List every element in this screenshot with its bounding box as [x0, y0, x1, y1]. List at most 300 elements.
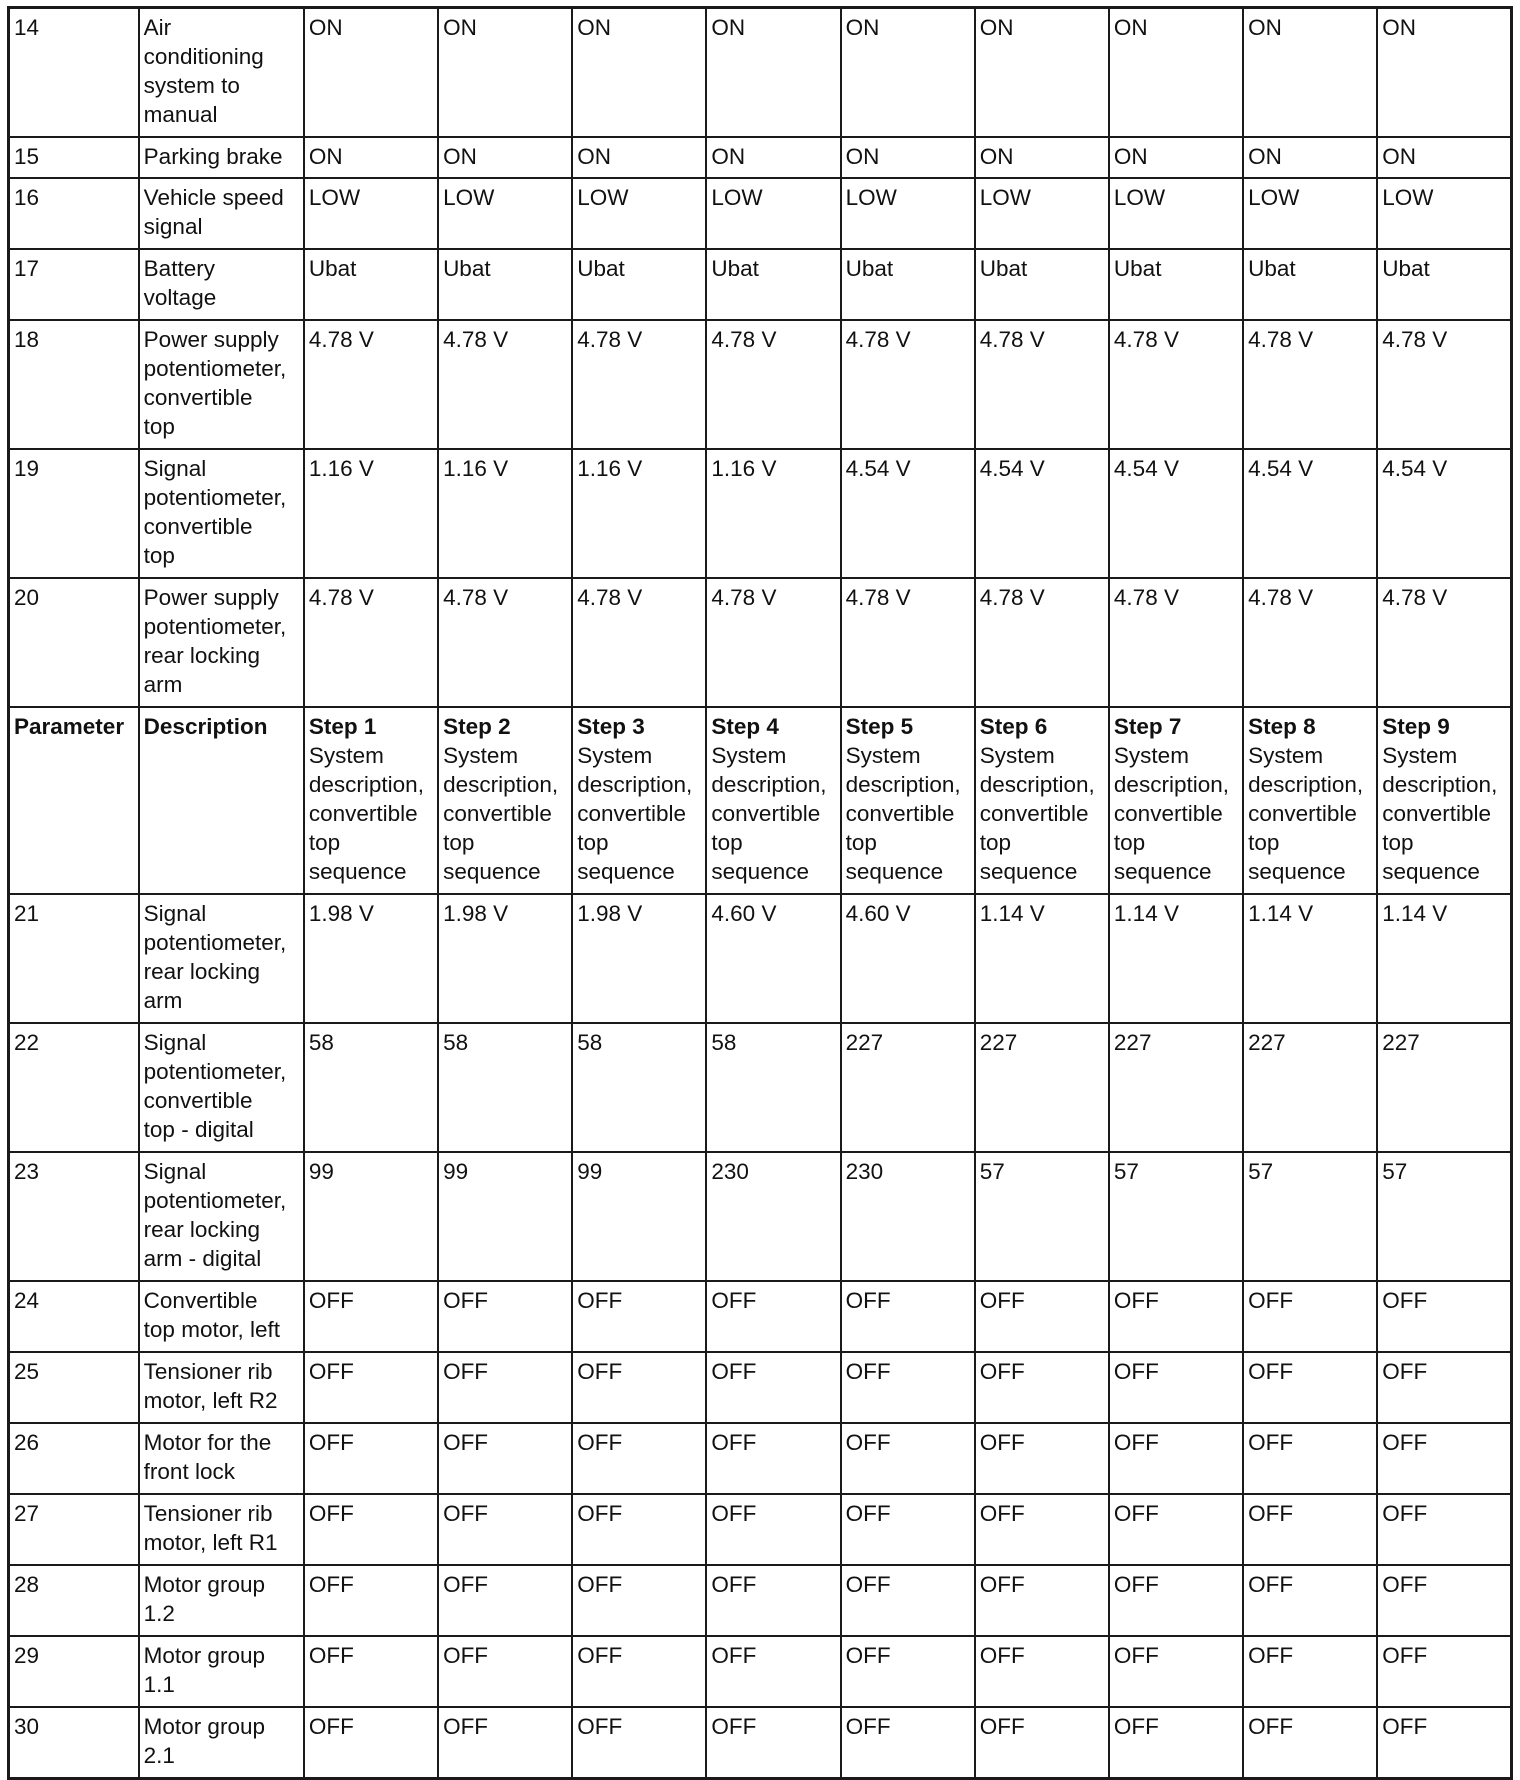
step-value-cell: OFF — [975, 1423, 1109, 1494]
description-cell — [139, 1707, 304, 1779]
description-cell — [139, 1281, 304, 1352]
step-value-cell: 1.14 V — [1243, 894, 1377, 1023]
step-value-cell: 1.98 V — [304, 894, 438, 1023]
step-value-cell: OFF — [706, 1636, 840, 1707]
header-step-subtitle-line: System — [443, 743, 519, 768]
step-value-cell: 4.78 V — [706, 578, 840, 707]
description-cell — [139, 137, 304, 178]
step-value-cell: ON — [706, 8, 840, 138]
step-value-cell: 58 — [438, 1023, 572, 1152]
step-value-cell: OFF — [975, 1565, 1109, 1636]
table-row — [9, 1152, 1512, 1281]
parameter-cell: 17 — [9, 249, 139, 320]
step-value-cell: 99 — [304, 1152, 438, 1281]
step-value-cell: ON — [975, 8, 1109, 138]
header-step-title: Step 2 — [443, 714, 511, 739]
description-line: arm - digital — [143, 1246, 262, 1271]
parameter-cell: 27 — [9, 1494, 139, 1565]
step-value-cell: 4.78 V — [1243, 578, 1377, 707]
description-line: potentiometer, — [143, 1188, 287, 1213]
description-line: Vehicle speed — [143, 185, 284, 210]
header-step-subtitle-line: description, — [577, 772, 693, 797]
description-cell — [139, 1152, 304, 1281]
table-body-top — [9, 8, 1512, 708]
step-value-cell: 4.54 V — [1243, 449, 1377, 578]
header-step-subtitle-line: sequence — [308, 859, 407, 884]
description-line: convertible — [143, 385, 253, 410]
description-cell — [139, 1352, 304, 1423]
step-value-cell: OFF — [1109, 1352, 1243, 1423]
table-body-bottom — [9, 894, 1512, 1779]
step-value-cell: ON — [1109, 137, 1243, 178]
description-cell — [139, 1423, 304, 1494]
step-value-cell: 4.54 V — [841, 449, 975, 578]
table-row — [9, 249, 1512, 320]
header-step-subtitle-line: convertible — [845, 801, 955, 826]
header-step-subtitle-line: top — [577, 830, 609, 855]
step-value-cell: 57 — [975, 1152, 1109, 1281]
header-step-subtitle-line: convertible — [443, 801, 552, 826]
step-value-cell: OFF — [975, 1494, 1109, 1565]
step-value-cell: LOW — [304, 178, 438, 249]
step-value-cell: Ubat — [1377, 249, 1511, 320]
description-line: conditioning — [143, 44, 264, 69]
header-step-title: Step 9 — [1382, 714, 1450, 739]
step-value-cell: OFF — [304, 1565, 438, 1636]
description-line: top — [143, 414, 175, 439]
step-value-cell: 4.78 V — [975, 578, 1109, 707]
parameter-cell: 29 — [9, 1636, 139, 1707]
step-value-cell: 230 — [841, 1152, 975, 1281]
step-value-cell: OFF — [841, 1636, 975, 1707]
step-value-cell: 58 — [572, 1023, 706, 1152]
step-value-cell: 4.78 V — [706, 320, 840, 449]
description-line: voltage — [143, 285, 217, 310]
step-value-cell: ON — [1109, 8, 1243, 138]
parameter-cell: 15 — [9, 137, 139, 178]
step-value-cell: 4.78 V — [1377, 578, 1511, 707]
step-value-cell: OFF — [706, 1352, 840, 1423]
step-value-cell: 227 — [975, 1023, 1109, 1152]
step-value-cell: OFF — [572, 1636, 706, 1707]
step-value-cell: OFF — [841, 1707, 975, 1779]
step-value-cell: OFF — [841, 1352, 975, 1423]
table-row — [9, 1281, 1512, 1352]
step-value-cell: OFF — [975, 1281, 1109, 1352]
header-step-subtitle-line: top — [1113, 830, 1146, 855]
step-value-cell: 227 — [1243, 1023, 1377, 1152]
step-value-cell: 4.60 V — [841, 894, 975, 1023]
header-step-subtitle-line: top — [1382, 830, 1414, 855]
description-line: Motor group — [143, 1572, 265, 1597]
header-step-title: Step 6 — [979, 714, 1048, 739]
parameter-cell: 18 — [9, 320, 139, 449]
description-line: top - digital — [143, 1117, 254, 1142]
header-step-subtitle-line: System — [1113, 743, 1189, 768]
header-step-cell — [841, 707, 975, 894]
description-cell — [139, 1565, 304, 1636]
step-value-cell: 4.60 V — [706, 894, 840, 1023]
step-value-cell: 57 — [1109, 1152, 1243, 1281]
header-step-subtitle-line: sequence — [845, 859, 944, 884]
step-value-cell: 4.78 V — [975, 320, 1109, 449]
description-line: front lock — [143, 1459, 235, 1484]
description-line: convertible — [143, 1088, 253, 1113]
parameter-cell: 28 — [9, 1565, 139, 1636]
step-value-cell: 4.78 V — [1243, 320, 1377, 449]
header-step-subtitle-line: description, — [979, 772, 1095, 797]
step-value-cell: OFF — [1109, 1565, 1243, 1636]
step-value-cell: 4.78 V — [438, 578, 572, 707]
step-value-cell: 4.54 V — [1377, 449, 1511, 578]
header-step-subtitle-line: top — [979, 830, 1012, 855]
description-line: signal — [143, 214, 203, 239]
step-value-cell: OFF — [841, 1565, 975, 1636]
header-step-subtitle-line: sequence — [577, 859, 675, 884]
step-value-cell: OFF — [1243, 1281, 1377, 1352]
description-line: Motor group — [143, 1714, 265, 1739]
header-step-subtitle-line: description, — [1382, 772, 1498, 797]
step-value-cell: 99 — [438, 1152, 572, 1281]
step-value-cell: OFF — [572, 1707, 706, 1779]
description-line: 2.1 — [143, 1743, 175, 1768]
step-value-cell: OFF — [304, 1494, 438, 1565]
step-value-cell: LOW — [572, 178, 706, 249]
description-line: Convertible — [143, 1288, 258, 1313]
header-step-subtitle-line: convertible — [577, 801, 687, 826]
description-line: Signal — [143, 1030, 207, 1055]
step-value-cell: 227 — [1377, 1023, 1511, 1152]
step-value-cell: OFF — [706, 1281, 840, 1352]
description-line: top — [143, 543, 175, 568]
header-step-subtitle-line: System — [1248, 743, 1324, 768]
step-value-cell: OFF — [438, 1281, 572, 1352]
step-value-cell: OFF — [706, 1707, 840, 1779]
step-value-cell: OFF — [1377, 1423, 1511, 1494]
step-value-cell: OFF — [438, 1352, 572, 1423]
header-row — [9, 707, 1512, 894]
step-value-cell: OFF — [1377, 1636, 1511, 1707]
step-value-cell: OFF — [572, 1352, 706, 1423]
parameter-cell: 23 — [9, 1152, 139, 1281]
step-value-cell: 1.16 V — [572, 449, 706, 578]
header-step-title: Step 4 — [711, 714, 779, 739]
header-step-title: Step 8 — [1248, 714, 1316, 739]
step-value-cell: OFF — [975, 1636, 1109, 1707]
document-page — [7, 6, 1513, 1780]
description-line: Power supply — [143, 327, 279, 352]
description-line: motor, left R2 — [143, 1388, 278, 1413]
header-step-subtitle-line: System — [711, 743, 787, 768]
step-value-cell: OFF — [706, 1565, 840, 1636]
step-value-cell: LOW — [1109, 178, 1243, 249]
step-value-cell: ON — [304, 8, 438, 138]
step-value-cell: 227 — [841, 1023, 975, 1152]
header-step-subtitle-line: top — [711, 830, 743, 855]
table-row — [9, 1352, 1512, 1423]
description-line: system to — [143, 73, 240, 98]
step-value-cell: ON — [841, 137, 975, 178]
table-row — [9, 1636, 1512, 1707]
step-value-cell: OFF — [304, 1281, 438, 1352]
header-step-subtitle-line: sequence — [1113, 859, 1212, 884]
step-value-cell: Ubat — [1243, 249, 1377, 320]
table-row — [9, 178, 1512, 249]
header-step-subtitle-line: description, — [443, 772, 559, 797]
step-value-cell: 1.14 V — [1377, 894, 1511, 1023]
table-row — [9, 1023, 1512, 1152]
description-line: potentiometer, — [143, 1059, 287, 1084]
parameter-cell: 24 — [9, 1281, 139, 1352]
step-value-cell: 4.78 V — [304, 578, 438, 707]
step-value-cell: 4.78 V — [1377, 320, 1511, 449]
step-value-cell: Ubat — [706, 249, 840, 320]
step-value-cell: Ubat — [438, 249, 572, 320]
header-step-subtitle-line: System — [845, 743, 921, 768]
step-value-cell: OFF — [1377, 1281, 1511, 1352]
description-line: Signal — [143, 901, 207, 926]
parameter-cell: 14 — [9, 8, 139, 138]
table-row — [9, 1565, 1512, 1636]
step-value-cell: OFF — [304, 1423, 438, 1494]
parameter-cell: 16 — [9, 178, 139, 249]
step-value-cell: OFF — [1243, 1636, 1377, 1707]
header-step-subtitle-line: sequence — [1248, 859, 1346, 884]
step-value-cell: OFF — [1109, 1636, 1243, 1707]
description-line: potentiometer, — [143, 930, 287, 955]
step-value-cell: Ubat — [841, 249, 975, 320]
step-value-cell: OFF — [304, 1636, 438, 1707]
step-value-cell: OFF — [1109, 1281, 1243, 1352]
step-value-cell: OFF — [1377, 1352, 1511, 1423]
step-value-cell: 4.54 V — [1109, 449, 1243, 578]
header-step-subtitle-line: convertible — [308, 801, 418, 826]
header-step-cell — [1109, 707, 1243, 894]
step-value-cell: ON — [438, 8, 572, 138]
step-value-cell: 58 — [706, 1023, 840, 1152]
table-row — [9, 320, 1512, 449]
parameter-cell: 20 — [9, 578, 139, 707]
step-value-cell: ON — [706, 137, 840, 178]
step-value-cell: ON — [1377, 137, 1511, 178]
step-value-cell: LOW — [841, 178, 975, 249]
step-value-cell: OFF — [1243, 1707, 1377, 1779]
header-step-subtitle-line: top — [308, 830, 341, 855]
description-line: Motor group — [143, 1643, 265, 1668]
description-cell — [139, 8, 304, 138]
step-value-cell: Ubat — [1109, 249, 1243, 320]
step-value-cell: OFF — [1109, 1423, 1243, 1494]
description-cell — [139, 894, 304, 1023]
header-step-subtitle-line: convertible — [1248, 801, 1357, 826]
step-value-cell: OFF — [975, 1707, 1109, 1779]
step-value-cell: OFF — [438, 1707, 572, 1779]
step-value-cell: OFF — [706, 1423, 840, 1494]
step-value-cell: 1.16 V — [438, 449, 572, 578]
description-cell — [139, 178, 304, 249]
table-row — [9, 1494, 1512, 1565]
table-row — [9, 449, 1512, 578]
description-line: 1.2 — [143, 1601, 175, 1626]
step-value-cell: 227 — [1109, 1023, 1243, 1152]
parameter-cell: 22 — [9, 1023, 139, 1152]
step-value-cell: 1.14 V — [1109, 894, 1243, 1023]
step-value-cell: OFF — [1109, 1707, 1243, 1779]
header-description: Description — [139, 707, 304, 894]
step-value-cell: 99 — [572, 1152, 706, 1281]
parameter-cell: 25 — [9, 1352, 139, 1423]
description-line: manual — [143, 102, 218, 127]
description-line: Signal — [143, 1159, 207, 1184]
step-value-cell: OFF — [975, 1352, 1109, 1423]
header-step-subtitle-line: convertible — [979, 801, 1089, 826]
step-value-cell: OFF — [438, 1636, 572, 1707]
description-cell — [139, 320, 304, 449]
step-value-cell: ON — [572, 137, 706, 178]
step-value-cell: OFF — [1377, 1707, 1511, 1779]
header-step-subtitle-line: description, — [308, 772, 424, 797]
table-row — [9, 137, 1512, 178]
step-value-cell: OFF — [706, 1494, 840, 1565]
header-step-subtitle-line: convertible — [1382, 801, 1492, 826]
header-step-subtitle-line: description, — [845, 772, 961, 797]
step-value-cell: 57 — [1243, 1152, 1377, 1281]
step-value-cell: 230 — [706, 1152, 840, 1281]
step-value-cell: LOW — [438, 178, 572, 249]
step-value-cell: Ubat — [572, 249, 706, 320]
header-step-cell — [975, 707, 1109, 894]
step-value-cell: OFF — [438, 1565, 572, 1636]
header-step-subtitle-line: description, — [1113, 772, 1229, 797]
header-step-subtitle-line: sequence — [979, 859, 1078, 884]
description-line: rear locking — [143, 1217, 260, 1242]
step-value-cell: 58 — [304, 1023, 438, 1152]
step-value-cell: 1.14 V — [975, 894, 1109, 1023]
description-cell — [139, 578, 304, 707]
step-value-cell: OFF — [841, 1494, 975, 1565]
header-step-subtitle-line: top — [845, 830, 877, 855]
description-line: arm — [143, 672, 183, 697]
step-value-cell: ON — [841, 8, 975, 138]
step-value-cell: 1.98 V — [438, 894, 572, 1023]
step-value-cell: OFF — [1377, 1494, 1511, 1565]
step-value-cell: OFF — [572, 1423, 706, 1494]
header-step-cell — [438, 707, 572, 894]
step-value-cell: ON — [572, 8, 706, 138]
header-step-subtitle-line: top — [443, 830, 475, 855]
header-step-subtitle-line: System — [577, 743, 653, 768]
header-step-title: Step 5 — [845, 714, 914, 739]
step-value-cell: LOW — [1243, 178, 1377, 249]
header-step-subtitle-line: System — [308, 743, 384, 768]
description-line: top motor, left — [143, 1317, 280, 1342]
header-parameter: Parameter — [9, 707, 139, 894]
description-line: rear locking — [143, 959, 260, 984]
description-cell — [139, 1636, 304, 1707]
table-row — [9, 1423, 1512, 1494]
description-line: arm — [143, 988, 183, 1013]
parameter-cell: 21 — [9, 894, 139, 1023]
step-value-cell: ON — [1377, 8, 1511, 138]
header-step-cell — [304, 707, 438, 894]
step-value-cell: 4.78 V — [304, 320, 438, 449]
header-step-cell — [1243, 707, 1377, 894]
step-value-cell: ON — [975, 137, 1109, 178]
description-cell — [139, 1023, 304, 1152]
step-value-cell: OFF — [1243, 1352, 1377, 1423]
table-row — [9, 8, 1512, 138]
description-cell — [139, 249, 304, 320]
step-value-cell: 4.78 V — [572, 320, 706, 449]
header-step-cell — [706, 707, 840, 894]
step-value-cell: OFF — [572, 1565, 706, 1636]
description-line: Tensioner rib — [143, 1359, 273, 1384]
step-value-cell: LOW — [1377, 178, 1511, 249]
step-value-cell: LOW — [706, 178, 840, 249]
step-value-cell: 1.98 V — [572, 894, 706, 1023]
header-step-title: Step 7 — [1113, 714, 1182, 739]
header-step-cell — [1377, 707, 1511, 894]
step-value-cell: OFF — [841, 1423, 975, 1494]
step-value-cell: OFF — [572, 1281, 706, 1352]
table-row — [9, 578, 1512, 707]
step-value-cell: LOW — [975, 178, 1109, 249]
step-value-cell: OFF — [304, 1707, 438, 1779]
description-line: Tensioner rib — [143, 1501, 273, 1526]
description-line: Parking brake — [143, 144, 283, 169]
table-row — [9, 1707, 1512, 1779]
step-value-cell: ON — [438, 137, 572, 178]
description-line: Motor for the — [143, 1430, 272, 1455]
step-value-cell: OFF — [1377, 1565, 1511, 1636]
header-step-subtitle-line: sequence — [1382, 859, 1480, 884]
step-value-cell: 4.78 V — [1109, 320, 1243, 449]
header-step-subtitle-line: sequence — [443, 859, 541, 884]
header-step-subtitle-line: description, — [711, 772, 827, 797]
parameter-cell: 30 — [9, 1707, 139, 1779]
step-value-cell: OFF — [1243, 1423, 1377, 1494]
description-line: rear locking — [143, 643, 260, 668]
step-value-cell: 4.78 V — [841, 578, 975, 707]
step-value-cell: 4.54 V — [975, 449, 1109, 578]
step-value-cell: ON — [1243, 8, 1377, 138]
step-value-cell: ON — [304, 137, 438, 178]
description-line: potentiometer, — [143, 614, 287, 639]
header-step-subtitle-line: System — [979, 743, 1055, 768]
header-step-cell — [572, 707, 706, 894]
step-value-cell: Ubat — [975, 249, 1109, 320]
step-value-cell: OFF — [1243, 1494, 1377, 1565]
parameter-cell: 26 — [9, 1423, 139, 1494]
description-line: Signal — [143, 456, 207, 481]
description-cell — [139, 1494, 304, 1565]
step-value-cell: 4.78 V — [1109, 578, 1243, 707]
step-value-cell: Ubat — [304, 249, 438, 320]
convertible-top-parameter-table — [7, 6, 1513, 1780]
step-value-cell: OFF — [1109, 1494, 1243, 1565]
parameter-cell: 19 — [9, 449, 139, 578]
step-value-cell: 57 — [1377, 1152, 1511, 1281]
header-step-subtitle-line: System — [1382, 743, 1458, 768]
step-value-cell: 4.78 V — [572, 578, 706, 707]
description-line: potentiometer, — [143, 485, 287, 510]
header-step-subtitle-line: convertible — [711, 801, 821, 826]
header-step-subtitle-line: sequence — [711, 859, 809, 884]
step-value-cell: OFF — [841, 1281, 975, 1352]
description-line: Air — [143, 15, 172, 40]
header-step-title: Step 3 — [577, 714, 645, 739]
header-step-subtitle-line: convertible — [1113, 801, 1223, 826]
